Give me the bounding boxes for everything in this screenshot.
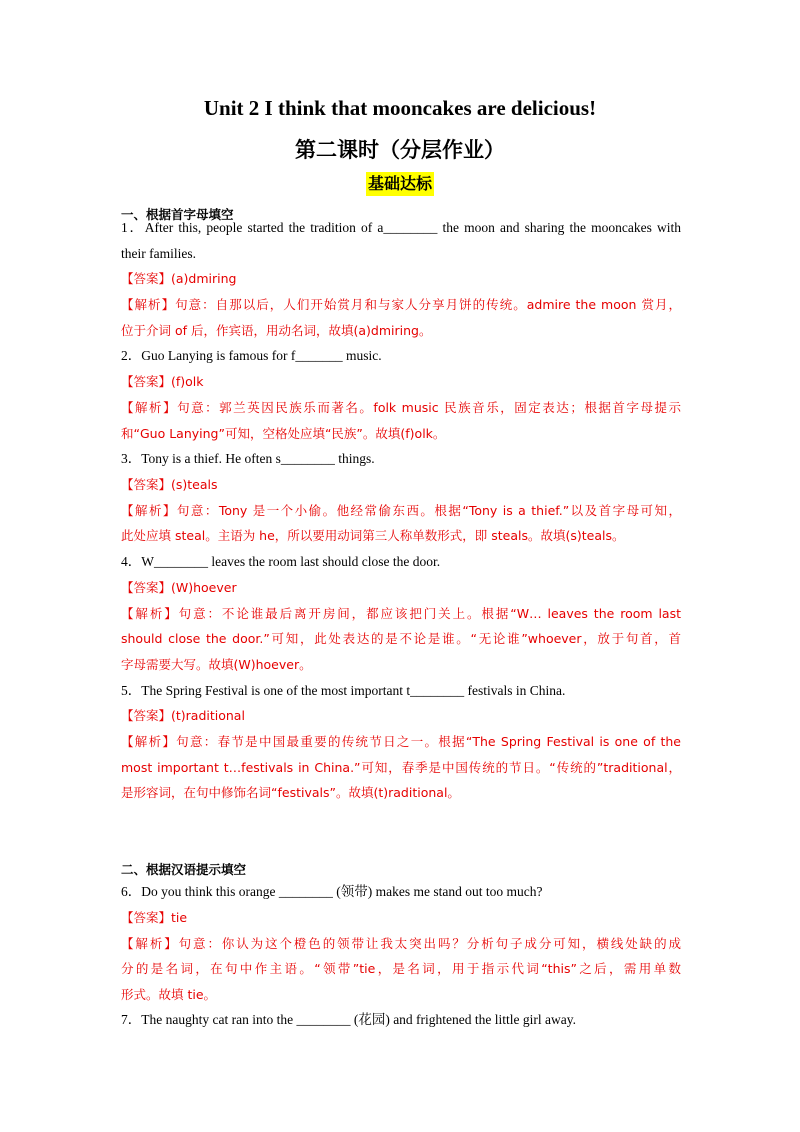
section-heading-chinese-hints: 二、根据汉语提示填空 [121, 862, 247, 877]
answer-4: 【答案】(W)hoever [121, 580, 237, 595]
question-3: 3．Tony is a thief. He often s________ things. [121, 451, 375, 466]
lesson-title: 第二课时（分层作业） [295, 138, 505, 162]
section-heading-initials: 一、根据首字母填空 [121, 207, 234, 222]
explanation-5-line-2: most important t…festivals in China.”可知，春季是中国传统的节日。“传统的”traditional， [121, 760, 681, 775]
explanation-2-line-2: 和“Guo Lanying”可知，空格处应填“民族”。故填(f)olk。 [121, 426, 446, 441]
question-1-line-2: their families. [121, 246, 196, 261]
explanation-1-line-1: 【解析】句意：自那以后，人们开始赏月和与家人分享月饼的传统。admire the moon 赏月， [121, 297, 681, 312]
explanation-4-line-1: 【解析】句意：不论谁最后离开房间，都应该把门关上。根据“W… leaves the room last [121, 606, 681, 621]
answer-5: 【答案】(t)raditional [121, 708, 245, 723]
question-5: 5．The Spring Festival is one of the most important t________ festivals in China. [121, 683, 566, 698]
level-label-highlighted: 基础达标 [366, 172, 434, 196]
explanation-3-line-1: 【解析】句意：Tony 是一个小偷。他经常偷东西。根据“Tony is a thief.”以及首字母可知， [121, 503, 681, 518]
explanation-5-line-3: 是形容词，在句中修饰名词“festivals”。故填(t)raditional。 [121, 785, 460, 800]
question-4: 4．W________ leaves the room last should close the door. [121, 554, 441, 569]
question-6: 6．Do you think this orange ________ (领带) makes me stand out too much? [121, 884, 543, 899]
answer-6: 【答案】tie [121, 910, 188, 925]
explanation-4-line-3: 字母需要大写。故填(W)hoever。 [121, 657, 312, 672]
explanation-2-line-1: 【解析】句意：郭兰英因民族乐而著名。folk music 民族音乐，固定表达；根据首字母提示 [121, 400, 681, 415]
explanation-4-line-2: should close the door.”可知，此处表达的是不论是谁。“无论谁”whoever，放于句首，首 [121, 631, 681, 646]
explanation-5-line-1: 【解析】句意：春节是中国最重要的传统节日之一。根据“The Spring Festival is one of the [121, 734, 681, 749]
explanation-1-line-2: 位于介词 of 后，作宾语，用动名词，故填(a)dmiring。 [121, 323, 432, 338]
answer-1: 【答案】(a)dmiring [121, 271, 237, 286]
explanation-3-line-2: 此处应填 steal。主语为 he，所以要用动词第三人称单数形式，即 steals。故填(s)teals。 [121, 528, 625, 543]
unit-title: Unit 2 I think that mooncakes are delicious! [203, 96, 597, 120]
answer-3: 【答案】(s)teals [121, 477, 218, 492]
explanation-6-line-2: 分的是名词，在句中作主语。“领带”tie，是名词，用于指示代词“this”之后，需用单数 [121, 961, 681, 976]
level-heading [0, 172, 800, 196]
question-1-line-1: 1．After this, people started the tradition of a________ the moon and sharing the mooncakes with [121, 220, 681, 235]
question-7: 7．The naughty cat ran into the ________ (花园) and frightened the little girl away. [121, 1012, 576, 1027]
explanation-6-line-3: 形式。故填 tie。 [121, 987, 217, 1002]
question-2: 2．Guo Lanying is famous for f_______ music. [121, 348, 382, 363]
answer-2: 【答案】(f)olk [121, 374, 204, 389]
explanation-6-line-1: 【解析】句意：你认为这个橙色的领带让我太突出吗？分析句子成分可知，横线处缺的成 [121, 936, 681, 951]
